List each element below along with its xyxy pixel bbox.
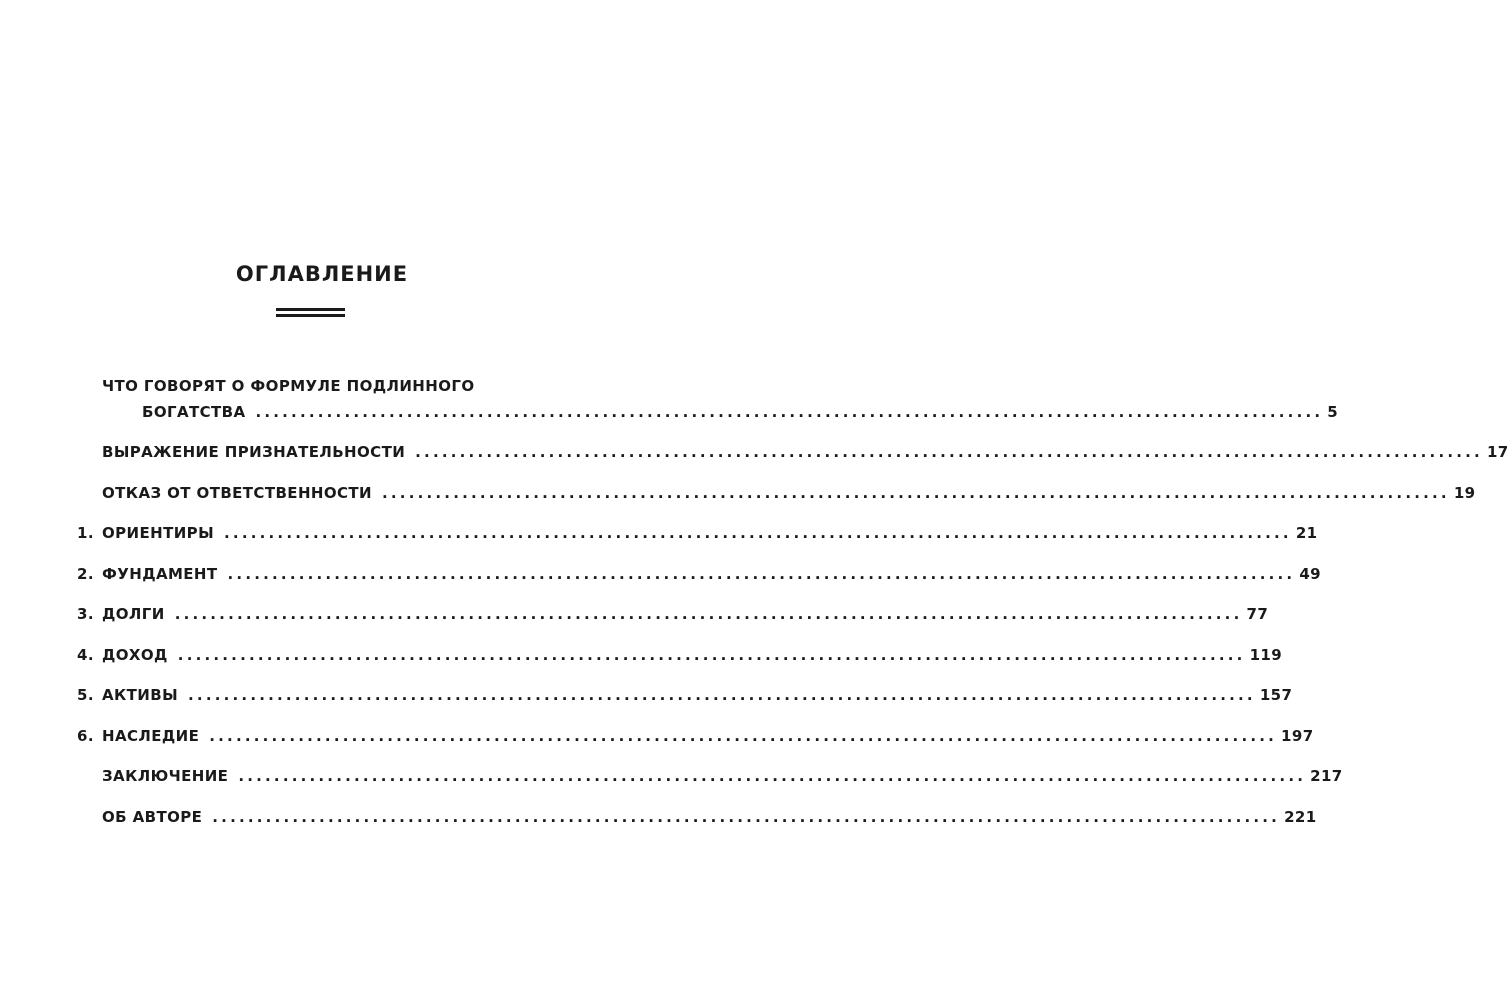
toc-entry-label-line1: ЧТО ГОВОРЯТ О ФОРМУЛЕ ПОДЛИННОГО bbox=[102, 377, 475, 395]
toc-leader-dots: ........................................................................................................................ bbox=[382, 484, 1450, 502]
toc-entry-chapter-4[interactable] bbox=[0, 644, 1283, 666]
toc-entry-label: ОТКАЗ ОТ ОТВЕТСТВЕННОСТИ bbox=[102, 484, 373, 502]
toc-entry-label: ДОХОД bbox=[102, 646, 168, 664]
title-rule-bottom bbox=[276, 314, 345, 317]
toc-entry-acknowledgements[interactable] bbox=[0, 441, 1509, 463]
toc-entry-number: 6. bbox=[77, 727, 94, 745]
toc-leader-dots: ........................................................................................................................ bbox=[227, 565, 1296, 583]
toc-entry-intro[interactable] bbox=[0, 401, 1339, 423]
toc-leader-dots: ........................................................................................................................ bbox=[255, 403, 1324, 421]
toc-entry-label: ЗАКЛЮЧЕНИЕ bbox=[102, 767, 229, 785]
toc-entry-page: 221 bbox=[1284, 808, 1317, 826]
toc-entry-intro-line1[interactable] bbox=[0, 375, 644, 397]
toc-leader-dots: ........................................................................................................................ bbox=[188, 686, 1256, 704]
toc-entry-page: 49 bbox=[1299, 565, 1322, 583]
toc-entry-label: ФУНДАМЕНТ bbox=[102, 565, 218, 583]
toc-entry-number: 4. bbox=[77, 646, 94, 664]
toc-entry-number: 1. bbox=[77, 524, 94, 542]
toc-entry-page: 21 bbox=[1295, 524, 1318, 542]
toc-entry-page: 5 bbox=[1327, 403, 1339, 421]
toc-entry-page: 197 bbox=[1281, 727, 1314, 745]
toc-entry-page: 119 bbox=[1249, 646, 1283, 664]
toc-entry-label: БОГАТСТВА bbox=[142, 403, 246, 421]
toc-entry-chapter-6[interactable] bbox=[0, 725, 1314, 747]
toc-entry-number: 2. bbox=[77, 565, 94, 583]
toc-entry-about-author[interactable] bbox=[0, 806, 1317, 828]
toc-leader-dots: ........................................................................................................................ bbox=[174, 605, 1243, 623]
toc-entry-chapter-2[interactable] bbox=[0, 563, 1322, 585]
toc-entry-page: 17 bbox=[1486, 443, 1509, 461]
toc-leader-dots: ........................................................................................................................ bbox=[209, 727, 1278, 745]
toc-leader-dots: ........................................................................................................................ bbox=[212, 808, 1281, 826]
toc-entry-label: АКТИВЫ bbox=[102, 686, 179, 704]
page-title: ОГЛАВЛЕНИЕ bbox=[235, 262, 409, 286]
toc-entry-label: ОРИЕНТИРЫ bbox=[102, 524, 215, 542]
toc-leader-dots: ........................................................................................................................ bbox=[415, 443, 1483, 461]
toc-entry-number: 3. bbox=[77, 605, 94, 623]
toc-entry-label: НАСЛЕДИЕ bbox=[102, 727, 200, 745]
toc-entry-label: ОБ АВТОРЕ bbox=[102, 808, 203, 826]
toc-entry-conclusion[interactable] bbox=[0, 765, 1343, 787]
toc-entry-disclaimer[interactable] bbox=[0, 482, 1476, 504]
toc-entry-chapter-1[interactable] bbox=[0, 522, 1318, 544]
toc-entry-page: 77 bbox=[1246, 605, 1269, 623]
toc-entry-number: 5. bbox=[77, 686, 94, 704]
title-rule-top bbox=[276, 308, 345, 311]
toc-entry-chapter-5[interactable] bbox=[0, 684, 1293, 706]
toc-leader-dots: ........................................................................................................................ bbox=[238, 767, 1307, 785]
toc-leader-dots: ........................................................................................................................ bbox=[177, 646, 1246, 664]
toc-leader-dots: ........................................................................................................................ bbox=[224, 524, 1292, 542]
toc-entry-label: ВЫРАЖЕНИЕ ПРИЗНАТЕЛЬНОСТИ bbox=[102, 443, 406, 461]
toc-entry-page: 217 bbox=[1310, 767, 1343, 785]
toc-entry-label: ДОЛГИ bbox=[102, 605, 165, 623]
toc-entry-page: 157 bbox=[1259, 686, 1293, 704]
toc-entry-chapter-3[interactable] bbox=[0, 603, 1269, 625]
toc-entry-page: 19 bbox=[1453, 484, 1476, 502]
